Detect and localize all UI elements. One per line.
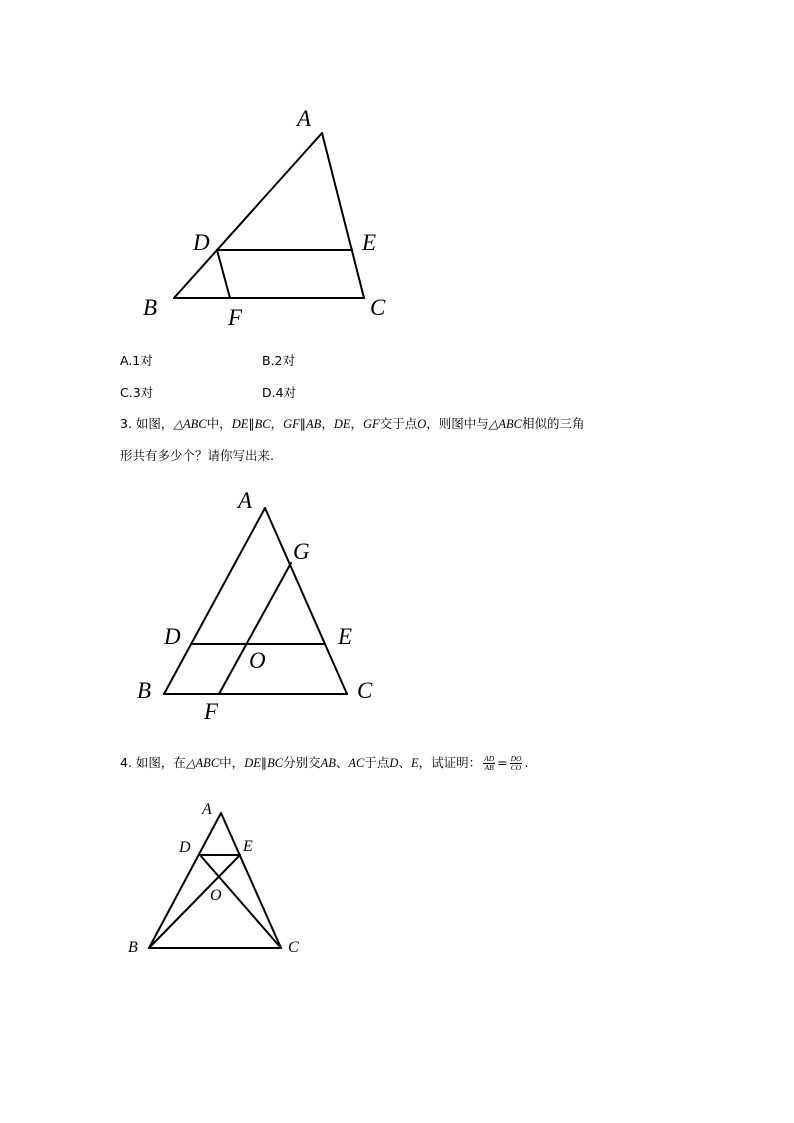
question-4 (120, 755, 528, 772)
q3-comma1: ， (270, 416, 284, 431)
q4-number: 4. (120, 755, 132, 770)
label-f: F (204, 699, 219, 724)
q3-gf: GF (283, 417, 300, 431)
q4-text-1: 如图，在 (135, 755, 186, 770)
label-b: B (128, 939, 138, 956)
q4-equals: = (497, 755, 508, 770)
label-d: D (164, 624, 181, 649)
q4-tri: △ABC (185, 756, 220, 770)
label-a: A (297, 106, 312, 131)
q3-tri2: △ABC (488, 417, 522, 431)
q3-comma2: ， (321, 416, 334, 431)
q4-de: DE (244, 756, 261, 770)
label-d: D (179, 839, 191, 856)
label-e: E (338, 624, 353, 649)
option-a: A.1对 (120, 353, 153, 368)
segment-ac (221, 813, 281, 948)
fraction-2-denominator: CO (510, 763, 522, 772)
q4-text-4: 于点 (364, 755, 390, 770)
q3-de2: DE (333, 417, 351, 431)
option-b: B.2对 (262, 353, 296, 368)
fraction-1-denominator: AB (484, 763, 494, 772)
segment-ac (322, 133, 364, 298)
label-f: F (228, 305, 243, 330)
figure-2-triangle (0, 480, 794, 730)
q3-text-2: 中， (206, 416, 232, 431)
label-e: E (362, 230, 377, 255)
q3-text-1: 如图， (135, 416, 174, 431)
q4-ac: AC (348, 756, 365, 770)
q3-ab: AB (306, 417, 322, 431)
q4-e: E (410, 756, 419, 770)
label-c: C (357, 678, 373, 703)
q4-bc: BC (267, 756, 284, 770)
question-3-line-1 (120, 416, 585, 432)
label-e: E (243, 838, 253, 855)
q4-sep1: 、 (335, 755, 349, 770)
q4-text-5: ，试证明： (418, 755, 482, 770)
fraction-ad-ab (483, 755, 495, 772)
label-c: C (288, 939, 299, 956)
q3-text-4: ，则图中与 (426, 416, 489, 431)
segment-ab (174, 133, 322, 298)
q4-d: D (389, 756, 399, 770)
question-3-line-2: 形共有多少个？请你写出来. (120, 448, 274, 463)
q3-comma3: ， (350, 416, 364, 431)
q4-text-3: 分别交 (283, 755, 321, 770)
label-a: A (238, 488, 253, 513)
label-o: O (249, 648, 266, 673)
segment-be (149, 855, 240, 948)
q4-end: . (524, 755, 529, 770)
label-a: A (202, 801, 212, 818)
q4-text-2: 中， (219, 755, 245, 770)
label-o: O (210, 887, 222, 904)
q4-sep2: 、 (398, 755, 411, 770)
segment-df (217, 250, 230, 298)
q3-o: O (417, 417, 427, 431)
label-g: G (293, 539, 310, 564)
label-b: B (143, 295, 158, 320)
q3-par2: ∥ (299, 416, 307, 431)
q3-de: DE (231, 417, 249, 431)
q4-par: ∥ (260, 755, 268, 770)
q3-gf2: GF (363, 417, 380, 431)
q3-text-5: 相似的三角 (521, 416, 585, 431)
q3-text-3: 交于点 (379, 416, 418, 431)
segment-ab (149, 813, 221, 948)
fraction-1-numerator: AD (484, 754, 495, 763)
figure-1-triangle (0, 0, 794, 340)
option-c: C.3对 (120, 385, 154, 400)
q3-tri: △ABC (173, 417, 207, 431)
q3-par1: ∥ (248, 416, 255, 431)
q4-ab: AB (320, 756, 336, 770)
figure-3-triangle (0, 795, 794, 965)
segment-gf (219, 563, 291, 694)
fraction-do-co (510, 755, 523, 772)
segment-ac (265, 508, 347, 694)
label-b: B (137, 678, 152, 703)
fraction-2-numerator: DO (510, 754, 522, 763)
option-d: D.4对 (262, 385, 297, 400)
q3-bc: BC (254, 417, 271, 431)
label-d: D (193, 230, 210, 255)
q3-number: 3. (120, 416, 132, 431)
label-c: C (370, 295, 386, 320)
